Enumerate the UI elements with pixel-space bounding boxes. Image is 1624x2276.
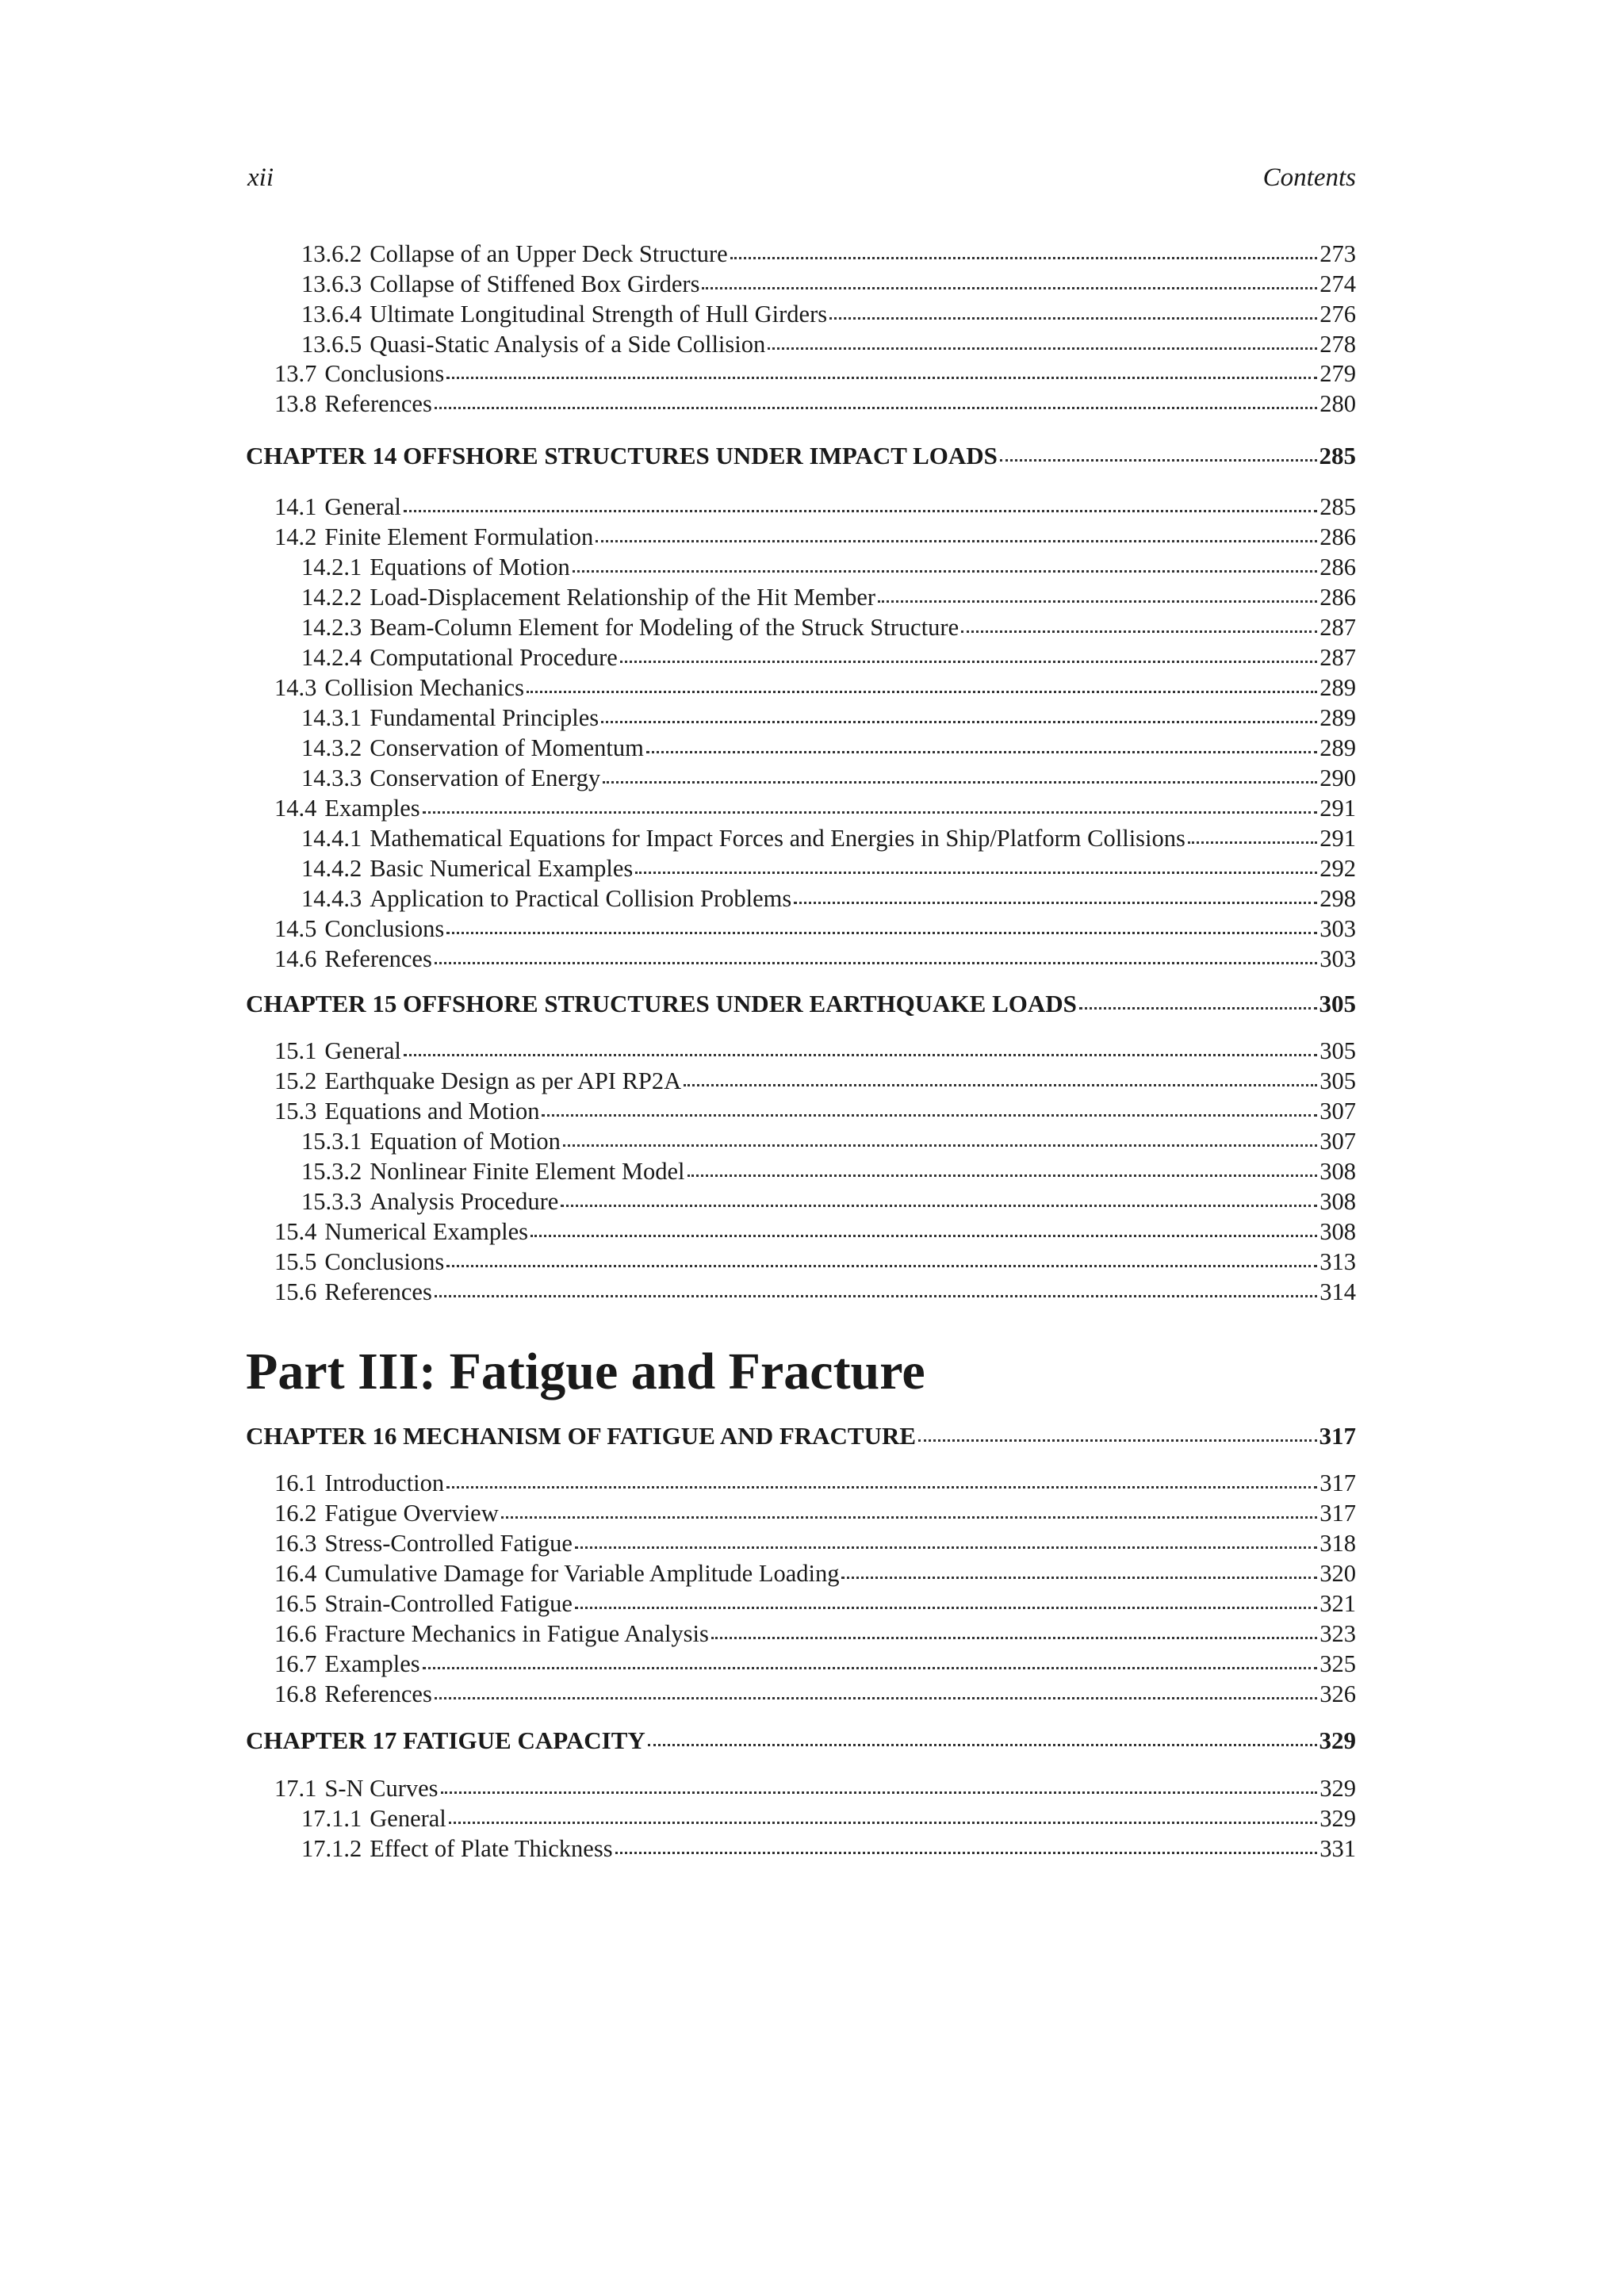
toc-entry[interactable] (246, 1527, 1356, 1559)
toc-entry-page: 291 (1320, 795, 1356, 822)
toc-entry[interactable] (246, 1186, 1356, 1217)
toc-entry[interactable] (246, 551, 1356, 583)
toc-entry-title: Earthquake Design as per API RP2A (324, 1067, 682, 1094)
toc-entry-title: Analysis Procedure (370, 1188, 559, 1215)
dot-leader (603, 781, 1317, 784)
dot-leader (1000, 459, 1317, 462)
toc-entry-title: Quasi-Static Analysis of a Side Collision (370, 331, 766, 358)
toc-entry-number: 14.2 (274, 523, 317, 550)
toc-entry[interactable] (246, 491, 1356, 523)
dot-leader (1079, 1007, 1317, 1010)
dot-leader (841, 1577, 1317, 1579)
toc-entry-page: 329 (1319, 1726, 1356, 1754)
toc-entry[interactable] (246, 238, 1356, 270)
toc-entry-page: 278 (1320, 331, 1356, 358)
toc-entry[interactable] (246, 1833, 1356, 1864)
toc-entry-number: 13.6.4 (301, 301, 362, 328)
toc-entry-title: Finite Element Formulation (324, 523, 594, 550)
dot-leader (794, 902, 1317, 904)
toc-entry-page: 308 (1320, 1158, 1356, 1185)
toc-entry-number: 13.6.3 (301, 270, 362, 297)
toc-entry-page: 305 (1319, 990, 1356, 1017)
toc-entry-page: 273 (1320, 240, 1356, 267)
toc-entry[interactable] (246, 762, 1356, 794)
toc-entry[interactable] (246, 388, 1356, 420)
toc-entry-title: References (324, 1278, 432, 1305)
toc-entry-page: 287 (1320, 614, 1356, 641)
toc-entry[interactable] (246, 792, 1356, 824)
toc-entry-title: CHAPTER 17 FATIGUE CAPACITY (246, 1726, 645, 1754)
toc-entry-title: References (324, 945, 432, 972)
toc-entry-page: 290 (1320, 764, 1356, 791)
toc-entry-title: Equations of Motion (370, 554, 570, 580)
toc-entry-number: 13.6.2 (301, 240, 362, 267)
toc-entry-page: 286 (1320, 523, 1356, 550)
toc-entry[interactable] (246, 1035, 1356, 1067)
toc-entry[interactable] (246, 943, 1356, 975)
toc-entry[interactable] (246, 1803, 1356, 1834)
toc-entry[interactable] (246, 853, 1356, 884)
dot-leader (561, 1205, 1317, 1207)
toc-entry-page: 308 (1320, 1218, 1356, 1245)
toc-entry-number: 16.4 (274, 1560, 317, 1587)
toc-entry-page: 289 (1320, 704, 1356, 731)
dot-leader (575, 1546, 1317, 1549)
toc-entry-page: 298 (1320, 885, 1356, 912)
toc-entry-title: General (370, 1805, 446, 1832)
dot-leader (1188, 841, 1317, 844)
toc-entry-page: 287 (1320, 644, 1356, 671)
dot-leader (441, 1791, 1318, 1794)
toc-entry-title: References (324, 1680, 432, 1707)
dot-leader (615, 1852, 1318, 1854)
toc-entry-number: 14.6 (274, 945, 317, 972)
toc-entry-title: Conservation of Energy (370, 764, 601, 791)
toc-entry-number: 17.1.1 (301, 1805, 362, 1832)
dot-leader (423, 811, 1318, 814)
toc-entry-title: Load-Displacement Relationship of the Hit Member (370, 584, 876, 611)
toc-entry[interactable] (246, 1558, 1356, 1589)
toc-entry-page: 314 (1320, 1278, 1356, 1305)
toc-entry[interactable] (246, 1125, 1356, 1157)
page-number: xii (247, 163, 274, 192)
toc-entry-number: 15.6 (274, 1278, 317, 1305)
toc-entry-number: 14.2.1 (301, 554, 362, 580)
toc-entry-number: 14.4.2 (301, 855, 362, 882)
toc-entry-number: 14.1 (274, 493, 317, 520)
dot-leader (435, 407, 1317, 409)
dot-leader (404, 1054, 1317, 1056)
toc-entry-title: Equation of Motion (370, 1128, 561, 1155)
toc-entry-title: CHAPTER 15 OFFSHORE STRUCTURES UNDER EARTHQUAKE LOADS (246, 990, 1077, 1017)
toc-entry-number: 15.3.2 (301, 1158, 362, 1185)
toc-entry-page: 292 (1320, 855, 1356, 882)
part-heading: Part III: Fatigue and Fracture (246, 1343, 925, 1400)
toc-entry-page: 317 (1320, 1469, 1356, 1496)
dot-leader (646, 751, 1317, 753)
dot-leader (620, 661, 1317, 663)
toc-entry-number: 17.1.2 (301, 1835, 362, 1862)
toc-entry[interactable] (246, 328, 1356, 360)
dot-leader (648, 1744, 1317, 1746)
toc-entry-title: Ultimate Longitudinal Strength of Hull Girders (370, 301, 828, 328)
dot-leader (573, 570, 1318, 573)
toc-entry[interactable] (246, 1276, 1356, 1308)
toc-entry-number: 16.3 (274, 1530, 317, 1557)
toc-entry-page: 318 (1320, 1530, 1356, 1557)
toc-entry-page: 276 (1320, 301, 1356, 328)
dot-leader (527, 691, 1317, 693)
running-title: Contents (1262, 163, 1356, 192)
toc-entry-page: 303 (1320, 915, 1356, 942)
toc-entry-title: Numerical Examples (324, 1218, 528, 1245)
toc-chapter-entry[interactable] (246, 440, 1356, 472)
toc-entry-page: 320 (1320, 1560, 1356, 1587)
toc-entry-number: 14.3.2 (301, 734, 362, 761)
toc-entry-page: 317 (1319, 1422, 1356, 1450)
dot-leader (446, 932, 1317, 934)
toc-entry-title: S-N Curves (324, 1775, 439, 1802)
toc-entry-number: 15.4 (274, 1218, 317, 1245)
toc-entry-number: 15.3.3 (301, 1188, 362, 1215)
toc-entry-page: 329 (1320, 1805, 1356, 1832)
toc-entry[interactable] (246, 1497, 1356, 1529)
toc-entry-number: 14.5 (274, 915, 317, 942)
toc-entry-title: Examples (324, 1650, 420, 1677)
toc-entry-number: 14.4.1 (301, 825, 362, 852)
toc-entry-title: Introduction (324, 1469, 445, 1496)
toc-entry-title: Conclusions (324, 915, 445, 942)
toc-entry-page: 321 (1320, 1590, 1356, 1617)
toc-entry-number: 14.2.3 (301, 614, 362, 641)
toc-entry-number: 14.3 (274, 674, 317, 701)
dot-leader (404, 510, 1317, 512)
toc-entry-number: 14.4.3 (301, 885, 362, 912)
toc-entry-title: Collapse of Stiffened Box Girders (370, 270, 700, 297)
dot-leader (575, 1607, 1317, 1609)
dot-leader (446, 377, 1317, 379)
dot-leader (635, 872, 1317, 874)
dot-leader (601, 721, 1317, 723)
toc-entry[interactable] (246, 1216, 1356, 1247)
dot-leader (449, 1822, 1317, 1824)
toc-entry-page: 308 (1320, 1188, 1356, 1215)
toc-entry-number: 15.3 (274, 1098, 317, 1125)
toc-entry-page: 285 (1320, 493, 1356, 520)
toc-entry-number: 14.2.2 (301, 584, 362, 611)
toc-entry-number: 13.8 (274, 390, 317, 417)
toc-entry-title: Nonlinear Finite Element Model (370, 1158, 685, 1185)
toc-entry[interactable] (246, 642, 1356, 673)
toc-entry-title: Basic Numerical Examples (370, 855, 634, 882)
toc-entry-number: 15.2 (274, 1067, 317, 1094)
toc-entry-page: 317 (1320, 1500, 1356, 1527)
toc-entry-page: 285 (1319, 442, 1356, 469)
toc-entry-page: 303 (1320, 945, 1356, 972)
dot-leader (435, 1697, 1317, 1699)
toc-entry-title: References (324, 390, 432, 417)
toc-entry-title: Fundamental Principles (370, 704, 599, 731)
toc-entry-title: Beam-Column Element for Modeling of the Struck Structure (370, 614, 959, 641)
toc-entry[interactable] (246, 702, 1356, 734)
page-header (247, 163, 1356, 198)
toc-entry-page: 325 (1320, 1650, 1356, 1677)
toc-entry-number: 16.6 (274, 1620, 317, 1647)
toc-entry[interactable] (246, 521, 1356, 553)
toc-entry-page: 286 (1320, 584, 1356, 611)
toc-entry-page: 329 (1320, 1775, 1356, 1802)
toc-entry[interactable] (246, 1648, 1356, 1680)
toc-entry[interactable] (246, 298, 1356, 330)
toc-entry-title: Computational Procedure (370, 644, 618, 671)
toc-entry-title: Conclusions (324, 1248, 445, 1275)
toc-entry-title: Collision Mechanics (324, 674, 524, 701)
toc-entry-number: 14.4 (274, 795, 317, 822)
dot-leader (961, 630, 1317, 633)
toc-entry-number: 13.7 (274, 360, 317, 387)
toc-entry-number: 15.1 (274, 1037, 317, 1064)
dot-leader (423, 1667, 1318, 1669)
toc-entry[interactable] (246, 1467, 1356, 1499)
toc-entry-page: 305 (1320, 1067, 1356, 1094)
toc-entry-title: Stress-Controlled Fatigue (324, 1530, 573, 1557)
toc-entry-number: 15.5 (274, 1248, 317, 1275)
toc-entry[interactable] (246, 1618, 1356, 1650)
toc-entry-title: Conservation of Momentum (370, 734, 644, 761)
toc-entry-number: 16.5 (274, 1590, 317, 1617)
toc-entry-page: 289 (1320, 734, 1356, 761)
toc-entry-page: 286 (1320, 554, 1356, 580)
toc-entry-title: Mathematical Equations for Impact Forces and Energies in Ship/Platform Collisions (370, 825, 1185, 852)
dot-leader (711, 1637, 1317, 1639)
dot-leader (596, 540, 1317, 542)
dot-leader (563, 1144, 1317, 1147)
toc-entry[interactable] (246, 913, 1356, 945)
toc-entry[interactable] (246, 1588, 1356, 1619)
toc-chapter-entry[interactable] (246, 988, 1356, 1020)
toc-entry-number: 14.3.1 (301, 704, 362, 731)
toc-entry-page: 289 (1320, 674, 1356, 701)
toc-entry-page: 291 (1320, 825, 1356, 852)
dot-leader (435, 962, 1317, 964)
toc-chapter-entry[interactable] (246, 1725, 1356, 1757)
toc-entry[interactable] (246, 358, 1356, 389)
dot-leader (878, 600, 1317, 603)
dot-leader (829, 317, 1317, 320)
toc-entry[interactable] (246, 1772, 1356, 1804)
toc-entry-number: 16.7 (274, 1650, 317, 1677)
dot-leader (435, 1295, 1317, 1297)
toc-entry-number: 16.1 (274, 1469, 317, 1496)
toc-entry-page: 323 (1320, 1620, 1356, 1647)
toc-entry[interactable] (246, 822, 1356, 854)
dot-leader (684, 1084, 1317, 1086)
toc-entry-number: 14.2.4 (301, 644, 362, 671)
toc-entry[interactable] (246, 1678, 1356, 1710)
toc-entry[interactable] (246, 581, 1356, 613)
toc-entry-title: Cumulative Damage for Variable Amplitude Loading (324, 1560, 840, 1587)
dot-leader (730, 257, 1318, 259)
toc-entry-title: General (324, 493, 401, 520)
toc-entry-page: 280 (1320, 390, 1356, 417)
toc-entry[interactable] (246, 1246, 1356, 1278)
toc-entry-page: 279 (1320, 360, 1356, 387)
dot-leader (918, 1439, 1316, 1442)
toc-entry[interactable] (246, 732, 1356, 764)
toc-entry-title: Conclusions (324, 360, 445, 387)
toc-entry-page: 331 (1320, 1835, 1356, 1862)
toc-entry-number: 13.6.5 (301, 331, 362, 358)
toc-entry-page: 326 (1320, 1680, 1356, 1707)
toc-entry-title: Application to Practical Collision Problems (370, 885, 792, 912)
toc-entry-title: Fatigue Overview (324, 1500, 499, 1527)
toc-entry[interactable] (246, 672, 1356, 703)
toc-entry-number: 14.3.3 (301, 764, 362, 791)
toc-entry-title: Examples (324, 795, 420, 822)
toc-entry-title: CHAPTER 16 MECHANISM OF FATIGUE AND FRACTURE (246, 1422, 917, 1450)
toc-entry-number: 16.2 (274, 1500, 317, 1527)
dot-leader (702, 287, 1317, 289)
toc-entry-page: 313 (1320, 1248, 1356, 1275)
toc-entry-number: 15.3.1 (301, 1128, 362, 1155)
toc-entry-title: Equations and Motion (324, 1098, 540, 1125)
toc-entry[interactable] (246, 611, 1356, 643)
toc-entry-title: Effect of Plate Thickness (370, 1835, 613, 1862)
toc-entry-title: Collapse of an Upper Deck Structure (370, 240, 728, 267)
dot-leader (446, 1265, 1317, 1267)
dot-leader (501, 1516, 1318, 1519)
toc-entry[interactable] (246, 268, 1356, 300)
dot-leader (530, 1235, 1317, 1237)
toc-entry[interactable] (246, 883, 1356, 914)
toc-entry-page: 274 (1320, 270, 1356, 297)
toc-entry-title: General (324, 1037, 401, 1064)
toc-entry-number: 17.1 (274, 1775, 317, 1802)
toc-entry[interactable] (246, 1065, 1356, 1097)
toc-entry-title: Strain-Controlled Fatigue (324, 1590, 573, 1617)
dot-leader (542, 1114, 1317, 1117)
dot-leader (446, 1486, 1317, 1489)
toc-entry-title: CHAPTER 14 OFFSHORE STRUCTURES UNDER IMPACT LOADS (246, 442, 998, 469)
toc-entry-number: 16.8 (274, 1680, 317, 1707)
toc-entry-page: 305 (1320, 1037, 1356, 1064)
toc-entry[interactable] (246, 1155, 1356, 1187)
toc-entry-title: Fracture Mechanics in Fatigue Analysis (324, 1620, 709, 1647)
dot-leader (768, 347, 1317, 350)
toc-entry-page: 307 (1320, 1098, 1356, 1125)
dot-leader (688, 1174, 1318, 1177)
toc-entry-page: 307 (1320, 1128, 1356, 1155)
toc-entry[interactable] (246, 1095, 1356, 1127)
toc-chapter-entry[interactable] (246, 1420, 1356, 1452)
